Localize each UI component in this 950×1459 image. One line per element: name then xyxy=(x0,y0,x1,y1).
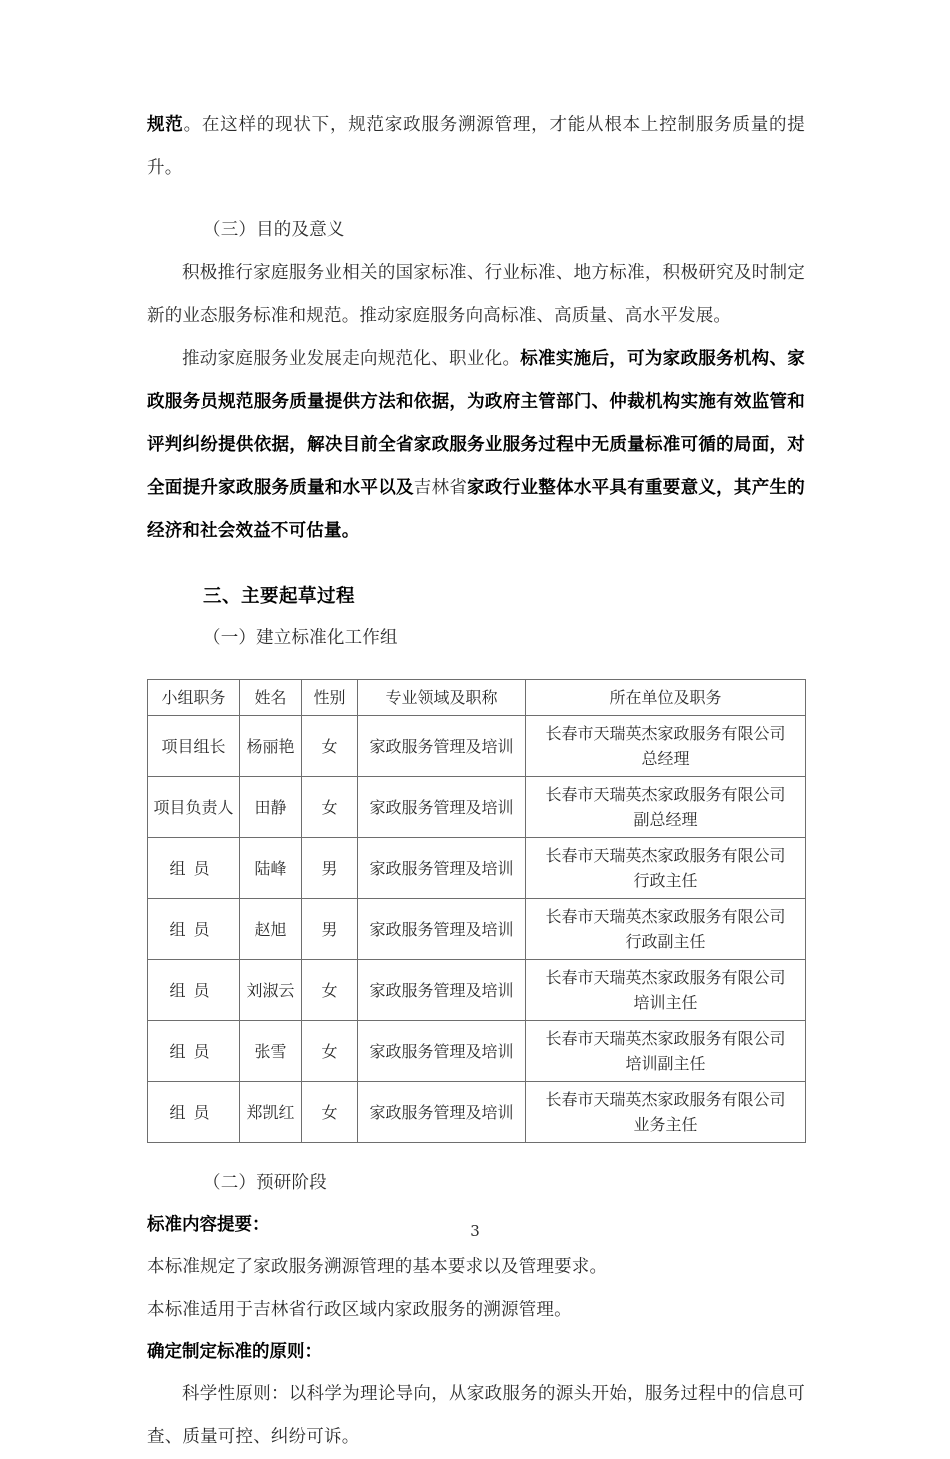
cell-field: 家政服务管理及培训 xyxy=(358,1021,526,1082)
cell-sex: 女 xyxy=(302,960,358,1021)
cell-unit-line-1: 长春市天瑞英杰家政服务有限公司 xyxy=(545,846,786,865)
cell-unit xyxy=(526,960,806,1021)
cell-name: 郑凯红 xyxy=(240,1082,302,1143)
heading-purpose-and-significance: （三）目的及意义 xyxy=(203,220,345,240)
table-row xyxy=(148,777,806,838)
cell-role: 组员 xyxy=(148,899,240,960)
column-header-field: 专业领域及职称 xyxy=(358,680,526,716)
cell-unit-line-2: 行政副主任 xyxy=(625,932,706,951)
cell-sex: 女 xyxy=(302,1021,358,1082)
table-row xyxy=(148,1021,806,1082)
cell-unit-line-2: 培训主任 xyxy=(633,993,698,1012)
table-row xyxy=(148,960,806,1021)
spacer xyxy=(147,1143,805,1162)
cell-sex: 男 xyxy=(302,899,358,960)
cell-unit xyxy=(526,777,806,838)
table-row xyxy=(148,838,806,899)
cell-sex: 男 xyxy=(302,838,358,899)
subsection-establish-working-group: （一）建立标准化工作组 xyxy=(203,628,398,648)
cell-unit-line-1: 长春市天瑞英杰家政服务有限公司 xyxy=(545,968,786,987)
table-row xyxy=(148,899,806,960)
promote-lead-serif: 推动家庭服务业发展走向规范化、职业化。 xyxy=(182,349,521,369)
cell-unit-line-2: 业务主任 xyxy=(633,1115,698,1134)
standard-summary-line-1: 本标准规定了家政服务溯源管理的基本要求以及管理要求。 xyxy=(147,1257,608,1277)
section-heading-drafting-process: 三、主要起草过程 xyxy=(203,586,356,607)
paragraph-goals: 积极推行家庭服务业相关的国家标准、行业标准、地方标准，积极研究及时制定新的业态服务标准和规范。推动家庭服务向高标准、高质量、高水平发展。 xyxy=(147,263,805,326)
cell-role: 项目负责人 xyxy=(148,777,240,838)
cell-unit xyxy=(526,838,806,899)
cell-name: 赵旭 xyxy=(240,899,302,960)
column-header-sex: 性别 xyxy=(302,680,358,716)
paragraph-promote xyxy=(147,338,805,553)
cell-unit xyxy=(526,1021,806,1082)
spacer xyxy=(147,553,805,577)
cell-unit-line-2: 培训副主任 xyxy=(625,1054,706,1073)
column-header-role: 小组职务 xyxy=(148,680,240,716)
table-header-row xyxy=(148,680,806,716)
cell-field: 家政服务管理及培训 xyxy=(358,777,526,838)
cell-unit-line-1: 长春市天瑞英杰家政服务有限公司 xyxy=(545,907,786,926)
cell-unit xyxy=(526,716,806,777)
cell-role: 项目组长 xyxy=(148,716,240,777)
cell-unit-line-1: 长春市天瑞英杰家政服务有限公司 xyxy=(545,1090,786,1109)
label-standard-content-summary: 标准内容提要： xyxy=(147,1215,270,1235)
cell-field: 家政服务管理及培训 xyxy=(358,960,526,1021)
paragraph-scientific-principle: 科学性原则：以科学为理论导向，从家政服务的源头开始，服务过程中的信息可查、质量可控、纠纷可诉。 xyxy=(147,1384,805,1447)
table-row xyxy=(148,716,806,777)
subsection-pre-research-stage: （二）预研阶段 xyxy=(203,1173,327,1193)
continuation-rest: 。在这样的现状下，规范家政服务溯源管理，才能从根本上控制服务质量的提升。 xyxy=(147,115,805,178)
cell-sex: 女 xyxy=(302,716,358,777)
cell-role: 组员 xyxy=(148,838,240,899)
cell-unit-line-2: 副总经理 xyxy=(633,810,698,829)
cell-name: 田静 xyxy=(240,777,302,838)
cell-unit xyxy=(526,1082,806,1143)
standard-summary-line-2: 本标准适用于吉林省行政区域内家政服务的溯源管理。 xyxy=(147,1300,572,1320)
cell-field: 家政服务管理及培训 xyxy=(358,838,526,899)
column-header-name: 姓名 xyxy=(240,680,302,716)
cell-unit-line-1: 长春市天瑞英杰家政服务有限公司 xyxy=(545,1029,786,1048)
cell-field: 家政服务管理及培训 xyxy=(358,716,526,777)
cell-role: 组员 xyxy=(148,1021,240,1082)
working-group-table xyxy=(147,679,806,1143)
cell-name: 张雪 xyxy=(240,1021,302,1082)
page-number: 3 xyxy=(470,1222,480,1240)
label-principles-for-standard: 确定制定标准的原则： xyxy=(147,1342,322,1362)
cell-unit-line-1: 长春市天瑞英杰家政服务有限公司 xyxy=(545,785,786,804)
spacer xyxy=(147,660,805,679)
cell-sex: 女 xyxy=(302,777,358,838)
cell-role: 组员 xyxy=(148,960,240,1021)
cell-role: 组员 xyxy=(148,1082,240,1143)
cell-name: 杨丽艳 xyxy=(240,716,302,777)
table-row xyxy=(148,1082,806,1143)
cell-field: 家政服务管理及培训 xyxy=(358,1082,526,1143)
cell-unit-line-2: 行政主任 xyxy=(633,871,698,890)
cell-unit-line-1: 长春市天瑞英杰家政服务有限公司 xyxy=(545,724,786,743)
paragraph-continuation xyxy=(147,104,805,190)
promote-inline-serif-jilin: 吉林省 xyxy=(413,478,468,498)
cell-field: 家政服务管理及培训 xyxy=(358,899,526,960)
cell-name: 陆峰 xyxy=(240,838,302,899)
continuation-bold-lead: 规范 xyxy=(147,115,184,135)
page-content xyxy=(147,104,805,1459)
promote-bold-part-1: 标准实施后，可为家政服务机构、家政服务员规范服务质量提供方法和依据，为政府主管部门、仲裁机构实施有效监管和评判纠纷提供依据，解决目前全省家政服务业服务过程中无质量标准可循的局面，对全面提升家政服务质量和水平以及 xyxy=(147,349,805,498)
cell-unit xyxy=(526,899,806,960)
cell-sex: 女 xyxy=(302,1082,358,1143)
cell-unit-line-2: 总经理 xyxy=(641,749,690,768)
spacer xyxy=(147,190,805,209)
column-header-unit: 所在单位及职务 xyxy=(526,680,806,716)
promote-bold-part-2: 家政行业整体水平具有重要意义，其产生的经济和社会效益不可估量。 xyxy=(147,478,805,541)
cell-name: 刘淑云 xyxy=(240,960,302,1021)
